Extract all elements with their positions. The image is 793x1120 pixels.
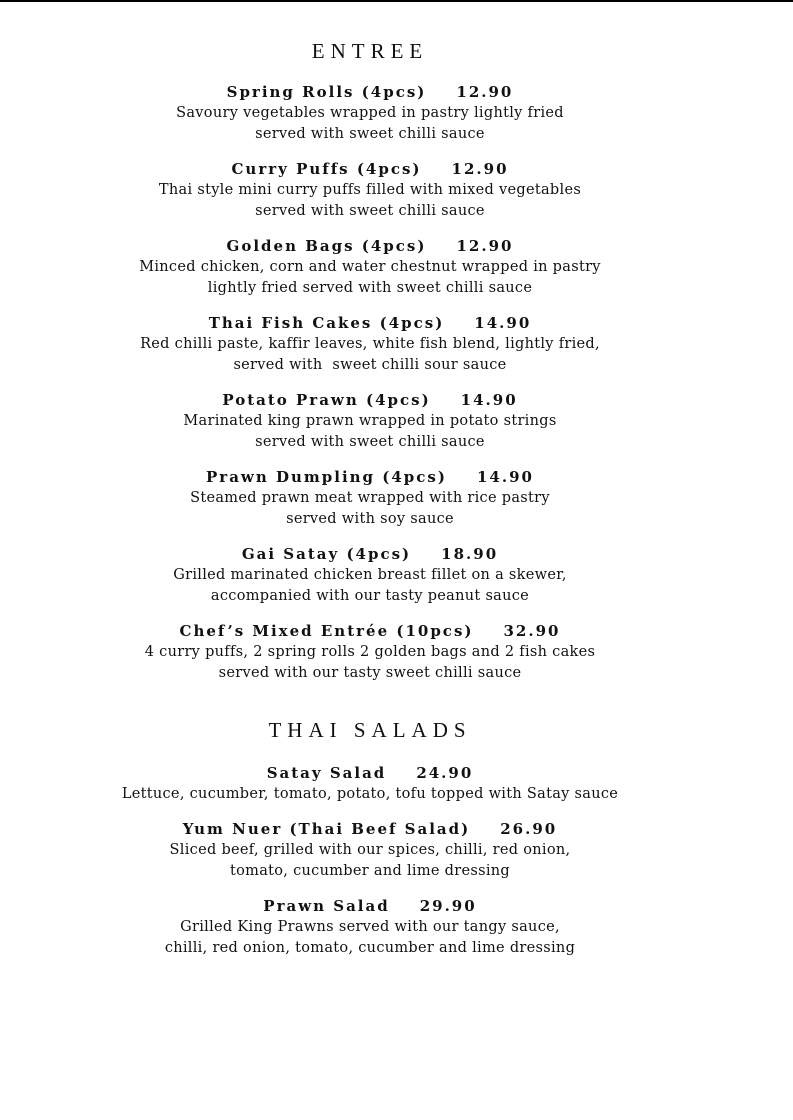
item-heading xyxy=(0,159,740,180)
item-description-line: served with soy sauce xyxy=(286,511,454,527)
item-price: 24.90 xyxy=(416,764,474,782)
item-price: 12.90 xyxy=(456,83,514,101)
item-price: 32.90 xyxy=(503,622,561,640)
item-price: 26.90 xyxy=(500,820,558,838)
item-price: 29.90 xyxy=(419,897,477,915)
item-name: Curry Puffs (4pcs) xyxy=(231,160,422,178)
item-description-line: served with sweet chilli sauce xyxy=(255,126,485,142)
item-name: Satay Salad xyxy=(266,764,387,782)
item-price: 12.90 xyxy=(456,237,514,255)
item-name: Chef’s Mixed Entrée (10pcs) xyxy=(179,622,474,640)
item-description-line: Minced chicken, corn and water chestnut wrapped in pastry xyxy=(139,259,601,275)
menu-item xyxy=(0,819,740,882)
item-description-line: chilli, red onion, tomato, cucumber and lime dressing xyxy=(164,940,576,956)
menu-item xyxy=(0,82,740,145)
entree-items xyxy=(0,82,740,684)
item-name: Yum Nuer (Thai Beef Salad) xyxy=(182,820,471,838)
item-description-line: Red chilli paste, kaffir leaves, white fish blend, lightly fried, xyxy=(140,336,600,352)
item-price: 18.90 xyxy=(441,545,499,563)
menu-item xyxy=(0,621,740,684)
item-description-line: Steamed prawn meat wrapped with rice pastry xyxy=(190,490,550,506)
menu-item xyxy=(0,390,740,453)
item-heading xyxy=(0,896,740,917)
item-description-line: lightly fried served with sweet chilli sauce xyxy=(207,280,533,296)
menu-item xyxy=(0,236,740,299)
item-price: 12.90 xyxy=(451,160,509,178)
item-name: Prawn Salad xyxy=(263,897,390,915)
menu-item xyxy=(0,313,740,376)
item-name: Thai Fish Cakes (4pcs) xyxy=(208,314,445,332)
item-price: 14.90 xyxy=(474,314,532,332)
item-name: Prawn Dumpling (4pcs) xyxy=(206,468,447,486)
menu-item xyxy=(0,544,740,607)
item-heading xyxy=(0,544,740,565)
menu-item xyxy=(0,896,740,959)
menu-item xyxy=(0,763,740,805)
item-name: Spring Rolls (4pcs) xyxy=(226,83,427,101)
item-price: 14.90 xyxy=(460,391,518,409)
item-price: 14.90 xyxy=(476,468,534,486)
menu-item xyxy=(0,159,740,222)
item-heading xyxy=(0,819,740,840)
item-description-line: Grilled marinated chicken breast fillet on a skewer, xyxy=(173,567,567,583)
item-description-line: served with sweet chilli sauce xyxy=(255,434,485,450)
section-title-entree: ENTREE xyxy=(311,39,429,63)
item-description-line: Thai style mini curry puffs filled with mixed vegetables xyxy=(158,182,582,198)
item-heading xyxy=(0,82,740,103)
item-description-line: Lettuce, cucumber, tomato, potato, tofu topped with Satay sauce xyxy=(121,786,619,802)
item-description-line: Sliced beef, grilled with our spices, chilli, red onion, xyxy=(169,842,571,858)
item-description-line: Marinated king prawn wrapped in potato strings xyxy=(183,413,557,429)
item-description-line: Savoury vegetables wrapped in pastry lightly fried xyxy=(176,105,564,121)
item-name: Gai Satay (4pcs) xyxy=(241,545,412,563)
item-heading xyxy=(0,390,740,411)
item-description-line: tomato, cucumber and lime dressing xyxy=(229,863,511,879)
salad-items xyxy=(0,763,740,959)
item-heading xyxy=(0,313,740,334)
item-description-line: Grilled King Prawns served with our tangy sauce, xyxy=(180,919,560,935)
item-name: Golden Bags (4pcs) xyxy=(226,237,427,255)
section-title-thai-salads: THAI SALADS xyxy=(268,718,472,742)
item-description-line: accompanied with our tasty peanut sauce xyxy=(210,588,530,604)
menu-item xyxy=(0,467,740,530)
item-heading xyxy=(0,763,740,784)
item-description-line: 4 curry puffs, 2 spring rolls 2 golden bags and 2 fish cakes xyxy=(144,644,596,660)
item-description-line: served with our tasty sweet chilli sauce xyxy=(218,665,522,681)
item-description-line: served with sweet chilli sauce xyxy=(255,203,485,219)
item-heading xyxy=(0,236,740,257)
item-heading xyxy=(0,621,740,642)
item-name: Potato Prawn (4pcs) xyxy=(222,391,431,409)
item-description-line: served with sweet chilli sour sauce xyxy=(233,357,507,373)
item-heading xyxy=(0,467,740,488)
